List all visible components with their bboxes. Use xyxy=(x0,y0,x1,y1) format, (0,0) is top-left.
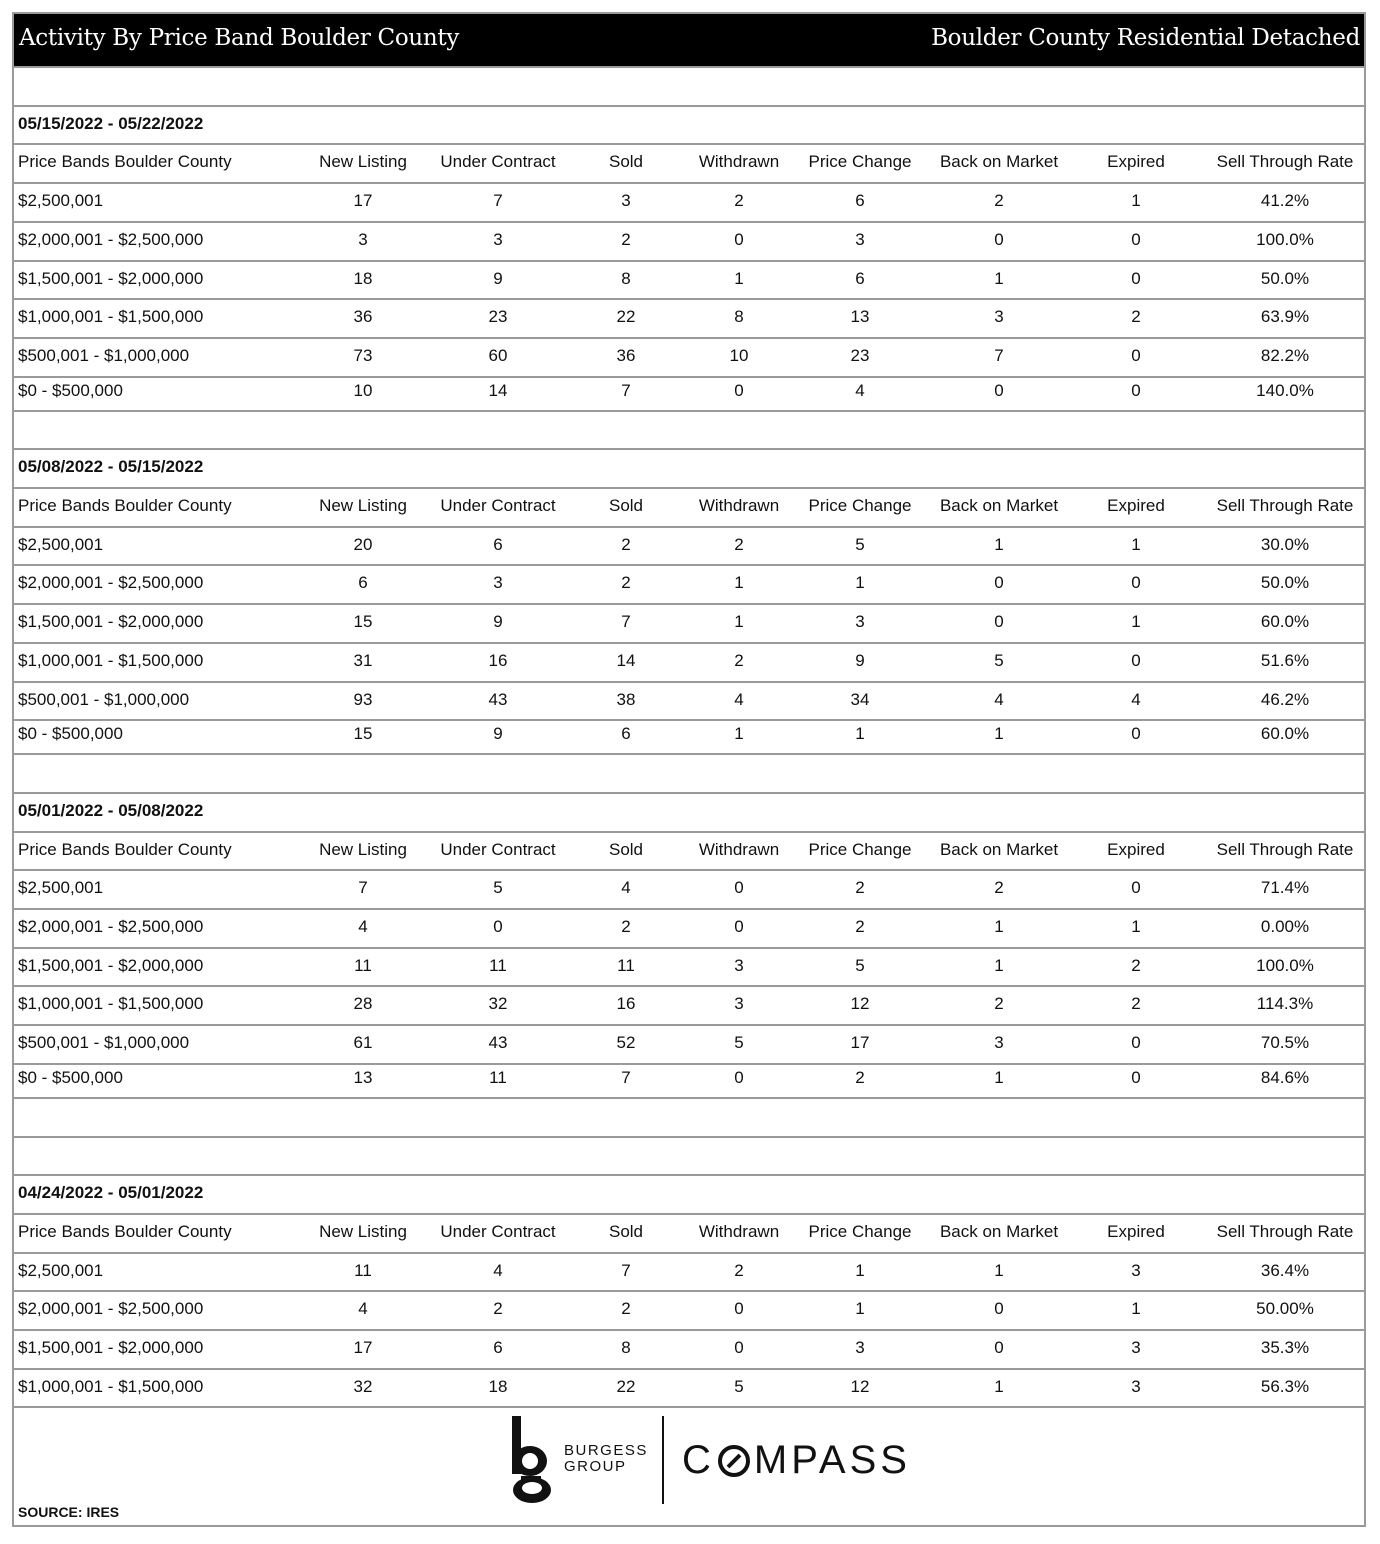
table-cell: 20 xyxy=(353,534,373,554)
table-cell: 1 xyxy=(994,268,1004,288)
table-cell: 50.00% xyxy=(1256,1299,1314,1319)
section-date-row xyxy=(14,1174,1364,1211)
table-cell: 6 xyxy=(493,1338,503,1357)
table-cell: 1 xyxy=(1131,191,1141,211)
table-row xyxy=(14,298,1364,335)
table-row xyxy=(14,1290,1364,1327)
blank-row xyxy=(14,66,1364,103)
table-cell: 3 xyxy=(734,955,744,975)
table-cell: 3 xyxy=(855,1338,865,1357)
price-band-cell: $500,001 - $1,000,000 xyxy=(18,1033,190,1053)
source-note: SOURCE: IRES xyxy=(18,1504,120,1520)
table-cell: 0 xyxy=(1131,1033,1141,1053)
table-cell: 16 xyxy=(616,994,636,1014)
column-header: Price Change xyxy=(808,1221,912,1241)
table-cell: 30.0% xyxy=(1260,534,1310,554)
table-cell: 82.2% xyxy=(1260,345,1310,365)
row-divider xyxy=(14,66,1364,68)
table-cell: 7 xyxy=(621,380,631,400)
table-cell: 0 xyxy=(734,1067,744,1087)
table-row xyxy=(14,337,1364,374)
table-cell: 0 xyxy=(1131,1067,1141,1087)
column-header: New Listing xyxy=(319,496,407,515)
table-cell: 23 xyxy=(850,345,870,365)
table-cell: 0 xyxy=(734,1338,744,1357)
table-cell: 1 xyxy=(855,1299,865,1319)
column-header: Expired xyxy=(1107,839,1165,859)
table-cell: 63.9% xyxy=(1260,307,1310,327)
blank-row xyxy=(14,1136,1364,1173)
table-cell: 6 xyxy=(621,724,631,744)
table-cell: 23 xyxy=(488,307,508,327)
table-cell: 1 xyxy=(1131,612,1141,632)
table-cell: 56.3% xyxy=(1260,1376,1310,1396)
table-cell: 18 xyxy=(353,268,373,288)
table-cell: 36 xyxy=(616,345,636,365)
column-header-row xyxy=(14,143,1364,180)
column-header: New Listing xyxy=(319,1221,407,1241)
price-band-cell: $1,000,001 - $1,500,000 xyxy=(18,307,204,327)
table-row xyxy=(14,908,1364,945)
table-cell: 2 xyxy=(994,994,1004,1014)
table-cell: 35.3% xyxy=(1260,1338,1310,1357)
table-cell: 60.0% xyxy=(1260,612,1310,632)
price-band-cell: $0 - $500,000 xyxy=(18,1067,123,1087)
table-cell: 2 xyxy=(621,229,631,249)
price-band-cell: $1,000,001 - $1,500,000 xyxy=(18,994,204,1014)
table-cell: 4 xyxy=(994,689,1004,709)
table-row xyxy=(14,719,1364,756)
section-date-row xyxy=(14,448,1364,485)
table-cell: 0 xyxy=(734,380,744,400)
table-cell: 31 xyxy=(353,650,373,670)
table-cell: 2 xyxy=(994,191,1004,211)
table-cell: 6 xyxy=(358,573,368,593)
table-cell: 0 xyxy=(1131,878,1141,898)
table-cell: 4 xyxy=(358,1299,368,1319)
table-cell: 0 xyxy=(1131,573,1141,593)
table-row xyxy=(14,182,1364,219)
report-subtitle: Boulder County Residential Detached xyxy=(931,25,1360,51)
table-cell: 3 xyxy=(621,191,631,211)
column-header: Under Contract xyxy=(440,152,556,172)
column-header: Expired xyxy=(1107,496,1165,515)
table-cell: 2 xyxy=(493,1299,503,1319)
section-date-row xyxy=(14,105,1364,142)
table-cell: 52 xyxy=(616,1033,636,1053)
table-cell: 3 xyxy=(855,612,865,632)
compass-mpass: MPASS xyxy=(753,1438,911,1482)
table-cell: 4 xyxy=(1131,689,1141,709)
table-cell: 9 xyxy=(493,724,503,744)
price-band-cell: $500,001 - $1,000,000 xyxy=(18,689,190,709)
price-band-cell: $2,000,001 - $2,500,000 xyxy=(18,1299,204,1319)
section-date-range: 05/01/2022 - 05/08/2022 xyxy=(18,800,204,820)
table-cell: 4 xyxy=(493,1260,503,1280)
column-header-row xyxy=(14,831,1364,868)
table-cell: 0 xyxy=(994,229,1004,249)
table-cell: 4 xyxy=(734,689,744,709)
table-cell: 32 xyxy=(353,1376,373,1396)
table-cell: 1 xyxy=(855,573,865,593)
table-row xyxy=(14,564,1364,601)
burgess-group-wordmark xyxy=(564,1443,648,1475)
table-cell: 1 xyxy=(994,955,1004,975)
price-band-cell: $1,000,001 - $1,500,000 xyxy=(18,1376,204,1396)
table-cell: 0 xyxy=(1131,724,1141,744)
table-row xyxy=(14,1063,1364,1100)
table-cell: 8 xyxy=(621,1338,631,1357)
table-cell: 6 xyxy=(493,534,503,554)
table-cell: 2 xyxy=(855,1067,865,1087)
table-cell: 14 xyxy=(488,380,508,400)
table-cell: 7 xyxy=(994,345,1004,365)
table-cell: 61 xyxy=(353,1033,373,1053)
table-cell: 1 xyxy=(994,1067,1004,1087)
column-header: Withdrawn xyxy=(698,152,780,172)
table-row xyxy=(14,1252,1364,1289)
table-cell: 0 xyxy=(734,229,744,249)
report-header xyxy=(14,14,1364,66)
logo-divider xyxy=(662,1416,664,1504)
column-header: Withdrawn xyxy=(698,1221,780,1241)
table-cell: 5 xyxy=(493,878,503,898)
table-cell: 22 xyxy=(616,1376,636,1396)
column-header: Sold xyxy=(608,1221,644,1241)
table-cell: 36 xyxy=(353,307,373,327)
table-cell: 10 xyxy=(353,380,373,400)
group-word: GROUP xyxy=(564,1458,627,1475)
report-title: Activity By Price Band Boulder County xyxy=(19,25,460,51)
price-band-cell: $1,000,001 - $1,500,000 xyxy=(18,650,204,670)
column-header: Sell Through Rate xyxy=(1216,496,1354,515)
price-band-cell: $2,000,001 - $2,500,000 xyxy=(18,573,204,593)
table-cell: 6 xyxy=(855,268,865,288)
table-cell: 17 xyxy=(353,191,373,211)
column-header: Sell Through Rate xyxy=(1216,839,1354,859)
table-cell: 15 xyxy=(353,612,373,632)
column-header-row xyxy=(14,1213,1364,1250)
table-cell: 1 xyxy=(1131,1299,1141,1319)
table-row xyxy=(14,642,1364,679)
price-band-cell: $2,500,001 xyxy=(18,1260,104,1280)
table-cell: 100.0% xyxy=(1256,229,1314,249)
table-row xyxy=(14,947,1364,984)
section-date-range: 05/08/2022 - 05/15/2022 xyxy=(18,457,204,477)
table-cell: 7 xyxy=(621,612,631,632)
table-cell: 41.2% xyxy=(1260,191,1310,211)
table-cell: 1 xyxy=(734,573,744,593)
column-header: Price Bands Boulder County xyxy=(18,496,232,515)
column-header: Withdrawn xyxy=(698,496,780,515)
table-cell: 0 xyxy=(994,1338,1004,1357)
table-cell: 14 xyxy=(616,650,636,670)
column-header: Price Change xyxy=(808,839,912,859)
column-header: Price Bands Boulder County xyxy=(18,839,232,859)
table-cell: 84.6% xyxy=(1260,1067,1310,1087)
compass-c: C xyxy=(682,1438,715,1482)
table-cell: 2 xyxy=(994,878,1004,898)
column-header: Back on Market xyxy=(939,1221,1059,1241)
table-row xyxy=(14,681,1364,718)
table-cell: 3 xyxy=(1131,1260,1141,1280)
table-cell: 2 xyxy=(734,650,744,670)
report-frame xyxy=(12,12,1366,1527)
brand-logo xyxy=(508,1416,911,1508)
column-header-row xyxy=(14,487,1364,524)
table-cell: 2 xyxy=(621,917,631,936)
table-cell: 9 xyxy=(493,612,503,632)
table-row xyxy=(14,526,1364,563)
compass-wordmark xyxy=(682,1438,911,1483)
column-header: Withdrawn xyxy=(698,839,780,859)
table-cell: 3 xyxy=(855,229,865,249)
table-cell: 43 xyxy=(488,689,508,709)
table-cell: 11 xyxy=(489,1067,507,1087)
table-cell: 50.0% xyxy=(1260,573,1310,593)
column-header: Back on Market xyxy=(939,839,1059,859)
table-cell: 3 xyxy=(994,1033,1004,1053)
table-cell: 73 xyxy=(353,345,373,365)
table-cell: 2 xyxy=(855,917,865,936)
table-cell: 7 xyxy=(358,878,368,898)
column-header: Expired xyxy=(1107,152,1165,172)
table-cell: 17 xyxy=(353,1338,373,1357)
section-date-row xyxy=(14,792,1364,829)
column-header: Sold xyxy=(608,496,644,515)
table-cell: 1 xyxy=(994,1260,1004,1280)
table-row xyxy=(14,985,1364,1022)
table-cell: 1 xyxy=(734,268,744,288)
table-cell: 36.4% xyxy=(1260,1260,1310,1280)
table-cell: 2 xyxy=(1131,307,1141,327)
table-cell: 38 xyxy=(616,689,636,709)
price-band-cell: $2,500,001 xyxy=(18,534,104,554)
table-cell: 1 xyxy=(734,724,744,744)
table-cell: 2 xyxy=(1131,955,1141,975)
table-cell: 0 xyxy=(493,917,503,936)
table-cell: 2 xyxy=(1131,994,1141,1014)
burgess-group-logo-icon xyxy=(508,1416,554,1508)
table-cell: 70.5% xyxy=(1260,1033,1310,1053)
table-row xyxy=(14,1329,1364,1366)
table-cell: 93 xyxy=(353,689,373,709)
table-cell: 0 xyxy=(1131,650,1141,670)
table-cell: 5 xyxy=(734,1033,744,1053)
column-header: Under Contract xyxy=(440,1221,556,1241)
table-cell: 1 xyxy=(994,724,1004,744)
column-header: Sell Through Rate xyxy=(1216,152,1354,172)
table-cell: 2 xyxy=(855,878,865,898)
table-cell: 12 xyxy=(850,994,870,1014)
column-header: Price Bands Boulder County xyxy=(18,152,232,172)
column-header: Sold xyxy=(608,152,644,172)
blank-row xyxy=(14,753,1364,790)
table-cell: 0 xyxy=(1131,345,1141,365)
burgess-word: BURGESS xyxy=(564,1442,648,1459)
table-cell: 32 xyxy=(488,994,508,1014)
table-cell: 6 xyxy=(855,191,865,211)
table-cell: 2 xyxy=(621,1299,631,1319)
price-band-cell: $0 - $500,000 xyxy=(18,380,123,400)
table-cell: 1 xyxy=(1131,534,1141,554)
table-cell: 3 xyxy=(994,307,1004,327)
column-header: Back on Market xyxy=(939,152,1059,172)
column-header: New Listing xyxy=(319,152,407,172)
table-cell: 2 xyxy=(621,573,631,593)
price-band-cell: $2,000,001 - $2,500,000 xyxy=(18,917,204,936)
price-band-cell: $2,500,001 xyxy=(18,878,104,898)
table-cell: 2 xyxy=(734,1260,744,1280)
column-header: Under Contract xyxy=(440,839,556,859)
table-cell: 2 xyxy=(734,191,744,211)
table-cell: 18 xyxy=(488,1376,508,1396)
table-cell: 3 xyxy=(493,229,503,249)
column-header: Expired xyxy=(1107,1221,1165,1241)
table-cell: 50.0% xyxy=(1260,268,1310,288)
table-cell: 114.3% xyxy=(1256,994,1314,1014)
section-date-range: 04/24/2022 - 05/01/2022 xyxy=(18,1183,204,1203)
table-cell: 1 xyxy=(994,1376,1004,1396)
table-cell: 71.4% xyxy=(1260,878,1310,898)
table-cell: 0 xyxy=(734,917,744,936)
column-header: Under Contract xyxy=(440,496,556,515)
table-cell: 60.0% xyxy=(1260,724,1310,744)
table-cell: 3 xyxy=(358,229,368,249)
column-header: Price Change xyxy=(808,152,912,172)
table-cell: 1 xyxy=(734,612,744,632)
table-cell: 3 xyxy=(493,573,503,593)
table-cell: 4 xyxy=(358,917,368,936)
table-cell: 11 xyxy=(354,1260,372,1280)
table-cell: 17 xyxy=(850,1033,870,1053)
table-cell: 100.0% xyxy=(1256,955,1314,975)
table-cell: 13 xyxy=(850,307,870,327)
table-row xyxy=(14,603,1364,640)
price-band-cell: $2,500,001 xyxy=(18,191,104,211)
column-header: Price Change xyxy=(808,496,912,515)
table-cell: 60 xyxy=(488,345,508,365)
price-band-cell: $0 - $500,000 xyxy=(18,724,123,744)
table-cell: 46.2% xyxy=(1260,689,1310,709)
table-cell: 28 xyxy=(353,994,373,1014)
price-band-cell: $500,001 - $1,000,000 xyxy=(18,345,190,365)
table-cell: 16 xyxy=(488,650,508,670)
table-row xyxy=(14,260,1364,297)
table-cell: 11 xyxy=(617,955,635,975)
table-cell: 11 xyxy=(354,955,372,975)
table-cell: 0 xyxy=(1131,380,1141,400)
table-cell: 11 xyxy=(489,955,507,975)
table-row xyxy=(14,869,1364,906)
table-cell: 0 xyxy=(994,612,1004,632)
blank-row xyxy=(14,410,1364,447)
table-row xyxy=(14,221,1364,258)
table-cell: 3 xyxy=(1131,1338,1141,1357)
section-date-range: 05/15/2022 - 05/22/2022 xyxy=(18,113,204,133)
table-cell: 4 xyxy=(855,380,865,400)
table-cell: 5 xyxy=(855,955,865,975)
price-band-cell: $1,500,001 - $2,000,000 xyxy=(18,268,204,288)
price-band-cell: $2,000,001 - $2,500,000 xyxy=(18,229,204,249)
table-cell: 34 xyxy=(850,689,870,709)
table-cell: 3 xyxy=(734,994,744,1014)
table-cell: 1 xyxy=(994,534,1004,554)
table-cell: 8 xyxy=(621,268,631,288)
table-cell: 0 xyxy=(994,1299,1004,1319)
table-cell: 9 xyxy=(855,650,865,670)
table-cell: 0 xyxy=(734,878,744,898)
compass-needle-icon xyxy=(717,1444,751,1478)
table-row xyxy=(14,1024,1364,1061)
table-cell: 0 xyxy=(1131,268,1141,288)
table-cell: 0 xyxy=(994,573,1004,593)
table-cell: 5 xyxy=(734,1376,744,1396)
table-cell: 51.6% xyxy=(1260,650,1310,670)
blank-row xyxy=(14,1097,1364,1134)
table-cell: 15 xyxy=(353,724,373,744)
report-footer xyxy=(14,1396,1364,1527)
table-cell: 22 xyxy=(616,307,636,327)
column-header: Back on Market xyxy=(939,496,1059,515)
table-cell: 13 xyxy=(353,1067,373,1087)
table-cell: 7 xyxy=(621,1067,631,1087)
table-cell: 1 xyxy=(855,724,865,744)
table-cell: 12 xyxy=(850,1376,870,1396)
price-band-cell: $1,500,001 - $2,000,000 xyxy=(18,1338,204,1357)
table-cell: 8 xyxy=(734,307,744,327)
table-cell: 4 xyxy=(621,878,631,898)
table-row xyxy=(14,376,1364,413)
table-cell: 140.0% xyxy=(1256,380,1314,400)
column-header: Sold xyxy=(608,839,644,859)
table-cell: 0 xyxy=(994,380,1004,400)
price-band-cell: $1,500,001 - $2,000,000 xyxy=(18,612,204,632)
column-header: Sell Through Rate xyxy=(1216,1221,1354,1241)
table-cell: 2 xyxy=(734,534,744,554)
table-cell: 43 xyxy=(488,1033,508,1053)
table-cell: 10 xyxy=(729,345,749,365)
table-cell: 3 xyxy=(1131,1376,1141,1396)
table-cell: 5 xyxy=(994,650,1004,670)
column-header: Price Bands Boulder County xyxy=(18,1221,232,1241)
table-cell: 7 xyxy=(493,191,503,211)
column-header: New Listing xyxy=(319,839,407,859)
table-cell: 0.00% xyxy=(1260,917,1310,936)
table-cell: 0 xyxy=(1131,229,1141,249)
table-cell: 0 xyxy=(734,1299,744,1319)
table-cell: 9 xyxy=(493,268,503,288)
table-cell: 2 xyxy=(621,534,631,554)
table-cell: 1 xyxy=(994,917,1004,936)
table-cell: 1 xyxy=(1131,917,1141,936)
price-band-cell: $1,500,001 - $2,000,000 xyxy=(18,955,204,975)
table-cell: 5 xyxy=(855,534,865,554)
table-cell: 7 xyxy=(621,1260,631,1280)
table-cell: 1 xyxy=(855,1260,865,1280)
